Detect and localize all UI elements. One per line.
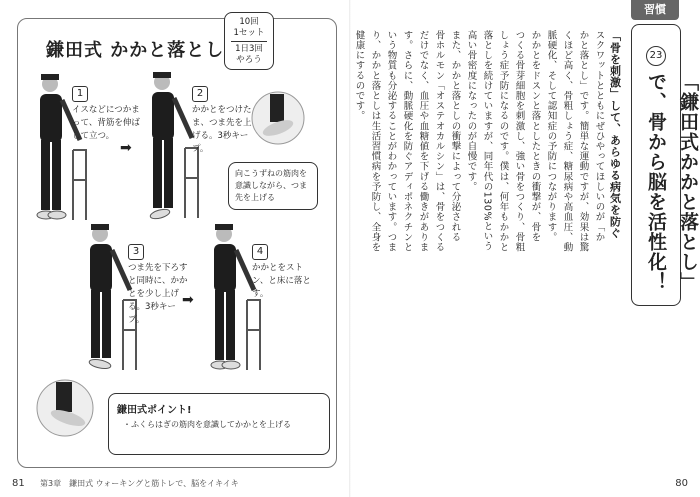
step1-number: 1 [72, 86, 88, 102]
habit-tag: 習慣 [631, 0, 679, 20]
point-text: ・ふくらはぎの筋肉を意識してかかとを上げる [123, 420, 291, 429]
badge-line3: 1日3回 [235, 44, 263, 54]
body-column: 健康にするのです。 [353, 30, 365, 121]
section-heading: 「鎌田式かかと落とし」で、骨から脳を活性化！ [645, 72, 699, 292]
step2-number: 2 [192, 86, 208, 102]
body-column: り、かかと落としは生活習慣病を予防し、全身を [369, 30, 381, 253]
section-number: 23 [646, 46, 666, 66]
badge-line1: 10回 [239, 17, 259, 27]
body-column: 落としを続けていますが、同年代の130%という [481, 30, 493, 252]
body-column: 脈硬化、そして認知症の予防につながります。 [545, 30, 557, 243]
body-column: しょう症予防になるのです。僕は、何年もかかと [497, 30, 509, 253]
step3-number: 3 [128, 244, 144, 260]
step2-caption: かかとをつけたま、つま先を上げる。3秒キープ。 [192, 105, 252, 154]
page-number-left: 81 [12, 478, 25, 489]
body-column: くほど高く、骨粗しょう症、糖尿病や高血圧、動 [561, 30, 573, 253]
repetition-badge [224, 12, 274, 70]
step1-caption: イスなどにつかまって、背筋を伸ばして立つ。 [72, 105, 140, 141]
body-column: 高い骨密度になったのが自慢です。 [465, 30, 477, 192]
body-column: 骨ホルモン「オステオカルシン」は、骨をつくる [433, 30, 445, 253]
body-column: す。さらに、動脈硬化を防ぐアディポネクチンと [401, 30, 413, 253]
right-page [350, 0, 700, 497]
body-column: かと落とし」です。簡単な運動ですが、効果は驚 [577, 30, 589, 253]
arrow-icon: ➡ [182, 292, 194, 308]
body-column: いう物質も分泌することがわかっています。つま [385, 30, 397, 253]
page-number-right: 80 [675, 478, 688, 489]
page-title: 鎌田式 かかと落とし [46, 40, 225, 61]
body-column: だけでなく、血圧や血糖値を下げる働きがありま [417, 30, 429, 253]
body-column: 「骨を刺激」して、あらゆる病気を防ぐ [608, 30, 622, 239]
chapter-footer: 第3章 鎌田式 ウォーキングと筋トレで、脳をイキイキ [40, 479, 239, 488]
shin-tip-bubble: 向こうずねの筋肉を意識しながら、つま先を上げる [228, 162, 318, 210]
badge-line2: 1セット [233, 28, 265, 38]
foot-closeup-3 [30, 378, 100, 438]
body-column: かかとをドスンと落としたときの衝撃が、骨を [529, 30, 541, 243]
body-column: また、かかと落としの衝撃によって分泌される [449, 30, 461, 243]
body-column: つくる骨芽細胞を刺激し、強い骨をつくり、骨粗 [513, 30, 525, 253]
badge-line4: やろう [236, 55, 262, 65]
step4-number: 4 [252, 244, 268, 260]
arrow-icon: ➡ [120, 140, 132, 156]
kamata-point-box [108, 393, 330, 455]
foot-closeup-2 [248, 90, 308, 145]
body-column: スクワットとともにぜひやってほしいのが「か [593, 30, 605, 243]
step4-caption: かかとをストン、と床に落とす。 [252, 263, 311, 299]
step3-caption: つま先を下ろすと同時に、かかとを少し上げる。3秒キープ。 [128, 263, 188, 325]
point-title: 鎌田式ポイント! [117, 405, 192, 416]
